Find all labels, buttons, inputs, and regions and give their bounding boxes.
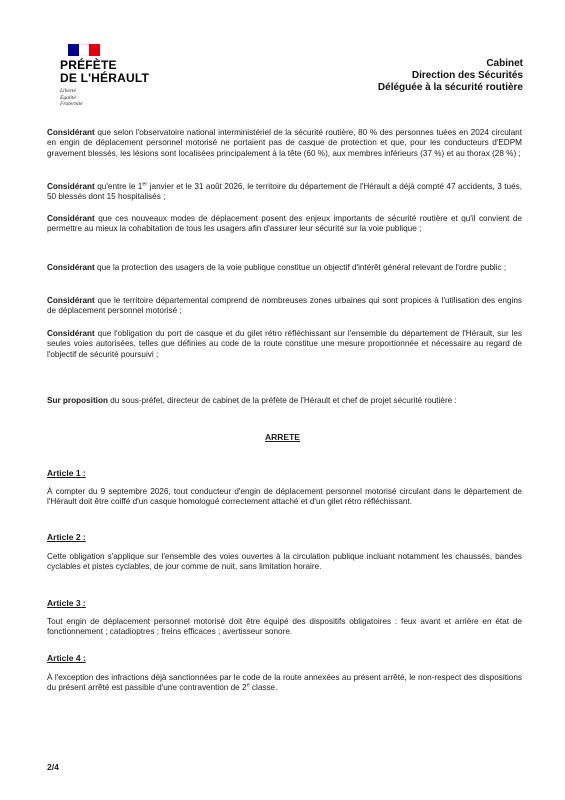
considerant-2 [47, 182, 522, 203]
article-2-title: Article 2 : [47, 532, 86, 542]
proposition-lead: Sur proposition [47, 396, 108, 405]
prefecture-name-line1: PRÉFÈTE [60, 58, 117, 72]
considerant-text: que la protection des usagers de la voie publique constitue un objectif d'intérêt général relevant de l'ordre public ; [94, 263, 507, 272]
article-3-text: Tout engin de déplacement personnel motorisé doit être équipé des dispositifs obligatoires : feux avant et arrière en état de fonctionnement ; catadioptres ; freins efficaces ; avertisseur sonore. [47, 617, 522, 637]
page-number: 2/4 [47, 762, 59, 772]
service-header [378, 58, 523, 94]
superscript: e [246, 682, 250, 689]
considerant-3 [47, 214, 522, 235]
proposition [47, 396, 522, 406]
considerant-lead: Considérant [47, 329, 95, 338]
republic-motto [60, 88, 180, 108]
article-4-title: Article 4 : [47, 653, 86, 663]
proposition-text: du sous-préfet, directeur de cabinet de la préfète de l'Hérault et chef de projet sécurité routière : [107, 396, 457, 405]
considerant-lead: Considérant [47, 296, 95, 305]
prefecture-name-line2: DE L'HÉRAULT [60, 71, 150, 85]
motto-egalite: Égalité [60, 94, 76, 101]
considerant-text: que le territoire départemental comprend de nombreuses zones urbaines qui sont propices à l'utilisation des engins de déplacement personnel motorisé ; [47, 296, 522, 316]
superscript: er [142, 181, 148, 188]
considerant-text: que l'obligation du port de casque et du gilet rétro réfléchissant sur l'ensemble du département de l'Hérault, sur les seules voies autorisées, telles que définies au code de la route constitue une mesure proportionnée et nécessaire au regard de l'objectif de sécurité poursuivi ; [47, 329, 522, 359]
marianne-flag-icon [68, 44, 100, 56]
service-direction: Direction des Sécurités [411, 70, 523, 81]
considerant-text: que ces nouveaux modes de déplacement posent des enjeux importants de sécurité routière et qu'il convient de permettre au mieux la cohabitation de tous les usagers afin d'assurer leur sécurité sur la voie publique ; [47, 214, 522, 234]
arrete-title: ARRETE [265, 432, 300, 442]
article-2-text: Cette obligation s'applique sur l'ensemble des voies ouvertes à la circulation publique incluant notamment les chaussés, bandes cyclables et pistes cyclables, de jour comme de nuit, sans limitation horaire. [47, 552, 522, 572]
considerant-lead: Considérant [47, 182, 95, 191]
article-1-text: À compter du 9 septembre 2026, tout conducteur d'engin de déplacement personnel motorisé circulant dans le département de l'Hérault doit être coiffé d'un casque homologué correctement attaché et d'un gilet rétro réfléchissant. [47, 487, 522, 507]
considerant-4 [47, 263, 522, 273]
considerant-5 [47, 296, 522, 317]
article-3-title: Article 3 : [47, 598, 86, 608]
considerant-text: que selon l'observatoire national interministériel de la sécurité routière, 80 % des personnes tuées en 2024 circulant en engin de déplacement personnel motorisé ne portaient pas de casque de protection et que, pour les conducteurs d'EDPM gravement blessés, les lésions sont localisées principalement à la tête (60 %), aux membres inférieurs (37 %) et au thorax (28 %) ; [47, 128, 522, 158]
considerant-text: janvier et le 31 août 2026, le territoire du département de l'Hérault a déjà compté 47 accidents, 3 tués, 50 blessés dont 15 hospitalisés ; [47, 182, 522, 202]
article-4-text-end: classe. [249, 683, 278, 693]
article-1-title: Article 1 : [47, 468, 86, 478]
service-delegation: Déléguée à la sécurité routière [377, 82, 523, 93]
service-cabinet: Cabinet [486, 58, 523, 69]
considerant-lead: Considérant [47, 214, 95, 223]
motto-fraternite: Fraternité [60, 101, 83, 107]
considerant-6 [47, 329, 522, 360]
considerant-1 [47, 128, 522, 159]
article-4-text [47, 673, 522, 694]
considerant-text: qu'entre le 1 [94, 182, 143, 191]
article-4-text-main: À l'exception des infractions déjà sanctionnées par le code de la route annexées au présent arrêté, le non-respect des dispositions du présent arrêté est passible d'une contravention de 2 [47, 673, 522, 693]
considerant-lead: Considérant [47, 263, 95, 272]
motto-liberte: Liberté [60, 88, 76, 94]
prefecture-logo [60, 44, 180, 108]
considerant-lead: Considérant [47, 128, 95, 137]
